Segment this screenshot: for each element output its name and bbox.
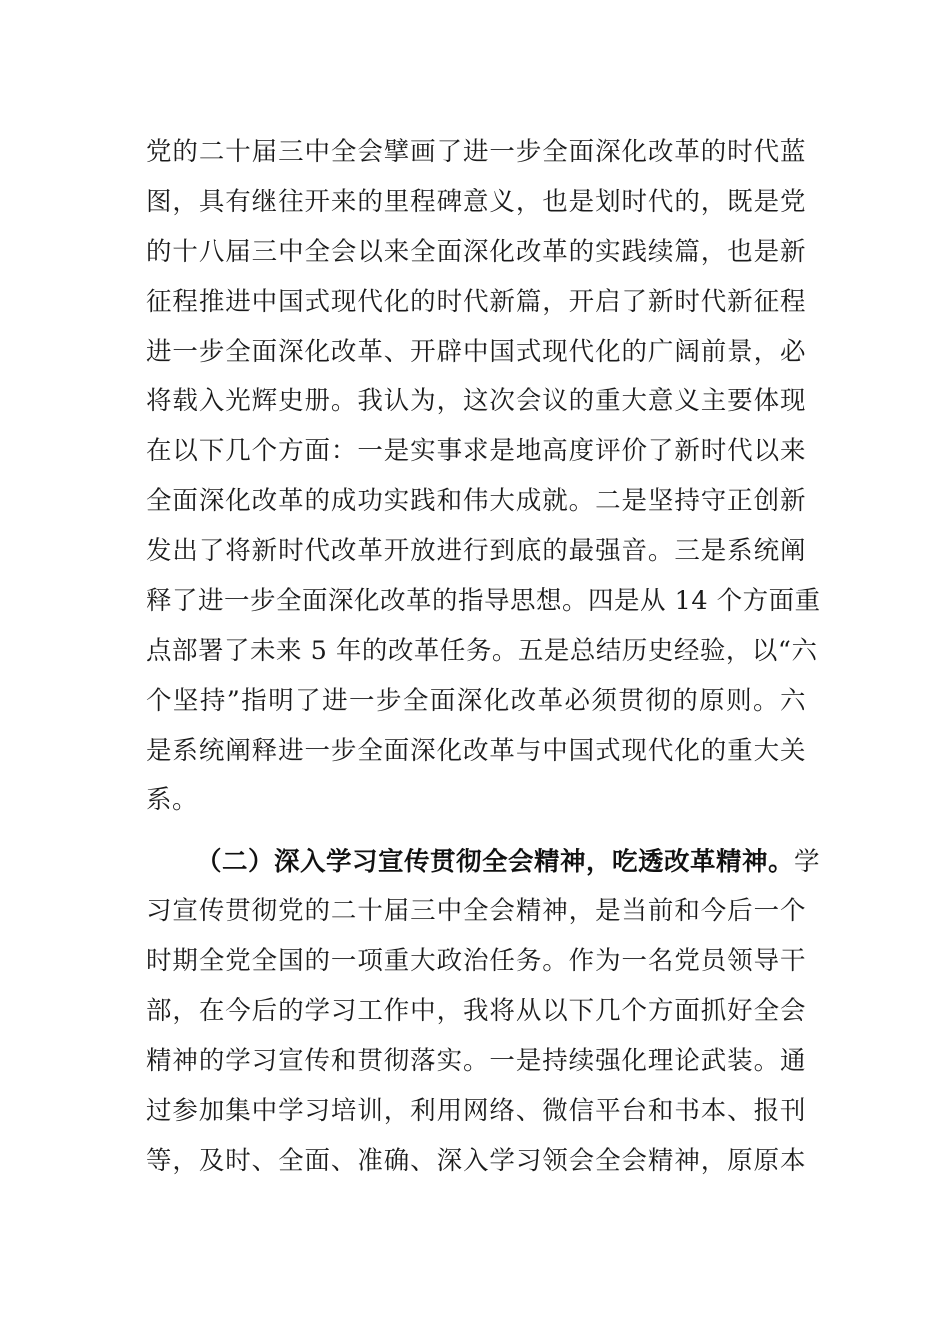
paragraph-line: 过参加集中学习培训，利用网络、微信平台和书本、报刊 [146,1096,806,1126]
paragraph-line: 习宣传贯彻党的二十届三中全会精神，是当前和今后一个 [146,896,806,926]
paragraph-line: 的十八届三中全会以来全面深化改革的实践续篇，也是新 [146,237,806,267]
paragraph-line: 党的二十届三中全会擘画了进一步全面深化改革的时代蓝 [146,137,806,167]
paragraph-line: 系。 [146,785,199,815]
paragraph-line: 征程推进中国式现代化的时代新篇，开启了新时代新征程 [146,287,806,317]
paragraph-line: 点部署了未来 5 年的改革任务。五是总结历史经验，以“六 [146,636,818,666]
paragraph-line: 部，在今后的学习工作中，我将从以下几个方面抓好全会 [146,996,806,1026]
paragraph-line: 在以下几个方面：一是实事求是地高度评价了新时代以来 [146,436,806,466]
paragraph-line: 全面深化改革的成功实践和伟大成就。二是坚持守正创新 [146,486,806,516]
section-heading: （二）深入学习宣传贯彻全会精神，吃透改革精神。 [196,847,795,877]
paragraph-line: 图，具有继往开来的里程碑意义，也是划时代的，既是党 [146,187,806,217]
paragraph-line: 释了进一步全面深化改革的指导思想。四是从 14 个方面重 [146,586,821,616]
paragraph-line-tail: 学 [794,847,821,877]
paragraph-line: 进一步全面深化改革、开辟中国式现代化的广阔前景，必 [146,337,806,367]
paragraph-line: 等，及时、全面、准确、深入学习领会全会精神，原原本 [146,1146,806,1176]
paragraph-line: 个坚持”指明了进一步全面深化改革必须贯彻的原则。六 [146,686,806,716]
paragraph-line: 将载入光辉史册。我认为，这次会议的重大意义主要体现 [146,386,806,416]
paragraph-line: 时期全党全国的一项重大政治任务。作为一名党员领导干 [146,946,806,976]
paragraph-line: 发出了将新时代改革开放进行到底的最强音。三是系统阐 [146,536,806,566]
paragraph-line: 精神的学习宣传和贯彻落实。一是持续强化理论武装。通 [146,1046,806,1076]
section-heading-line [196,842,821,882]
paragraph-line: 是系统阐释进一步全面深化改革与中国式现代化的重大关 [146,736,806,766]
